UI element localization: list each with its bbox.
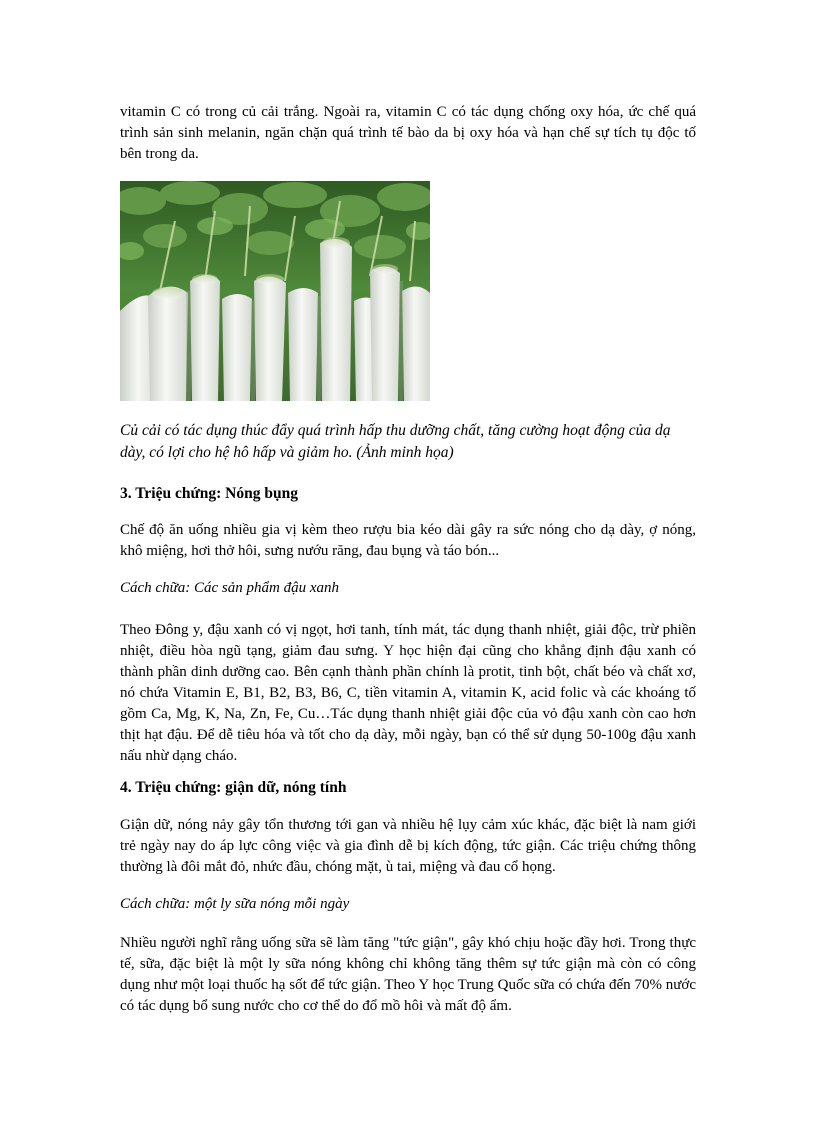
- section-3-cure: Cách chữa: Các sản phẩm đậu xanh: [120, 580, 339, 596]
- section-4-body: Giận dữ, nóng nảy gây tổn thương tới gan và nhiều hệ lụy cảm xúc khác, đặc biệt là nam giới trẻ ngày nay do áp lực công việc và gia đình dễ bị kích động, tức giận. Các triệu chứng thông thường là đôi mắt đỏ, nhức đầu, chóng mặt, ù tai, miệng và đau cổ họng.: [120, 817, 696, 875]
- section-4-detail: Nhiều người nghĩ rằng uống sữa sẽ làm tăng "tức giận", gây khó chịu hoặc đầy hơi. Trong thực tế, sữa, đặc biệt là một ly sữa nóng không chỉ không tăng thêm sự tức giận mà còn có công dụng như một loại thuốc hạ sốt để tức giận. Theo Y học Trung Quốc sữa có chứa đến 70% nước có tác dụng bổ sung nước cho cơ thể do đổ mồ hôi và mất độ ẩm.: [120, 935, 696, 1014]
- section-3-body: Chế độ ăn uống nhiều gia vị kèm theo rượu bia kéo dài gây ra sức nóng cho dạ dày, ợ nóng, khô miệng, hơi thở hôi, sưng nướu răng, đau bụng và táo bón...: [120, 522, 696, 559]
- radish-photo: [120, 181, 430, 401]
- radish-illustration: [120, 181, 430, 401]
- section-4-heading: 4. Triệu chứng: giận dữ, nóng tính: [120, 779, 347, 796]
- section-3-heading: 3. Triệu chứng: Nóng bụng: [120, 485, 298, 502]
- image-caption: Củ cải có tác dụng thúc đẩy quá trình hấp thu dưỡng chất, tăng cường hoạt động của dạ dày, có lợi cho hệ hô hấp và giảm ho. (Ảnh minh họa): [120, 422, 671, 461]
- section-3-detail: Theo Đông y, đậu xanh có vị ngọt, hơi tanh, tính mát, tác dụng thanh nhiệt, giải độc, trừ phiền nhiệt, điều hòa ngũ tạng, giảm đau sưng. Y học hiện đại cũng cho khẳng định đậu xanh có thành phần dinh dưỡng cao. Bên cạnh thành phần chính là protit, tinh bột, chất béo và chất xơ, nó chứa Vitamin E, B1, B2, B3, B6, C, tiền vitamin A, vitamin K, acid folic và các khoáng tố gồm Ca, Mg, K, Na, Zn, Fe, Cu…Tác dụng thanh nhiệt giải độc của vỏ đậu xanh còn cao hơn thịt hạt đậu. Để dễ tiêu hóa và tốt cho dạ dày, mỗi ngày, bạn có thể sử dụng 50-100g đậu xanh nấu nhừ dạng cháo.: [120, 622, 696, 764]
- section-4-cure: Cách chữa: một ly sữa nóng mỗi ngày: [120, 896, 350, 912]
- intro-paragraph: vitamin C có trong củ cải trắng. Ngoài ra, vitamin C có tác dụng chống oxy hóa, ức chế quá trình sản sinh melanin, ngăn chặn quá trình tế bào da bị oxy hóa và hạn chế sự tích tụ độc tố bên trong da.: [120, 104, 696, 162]
